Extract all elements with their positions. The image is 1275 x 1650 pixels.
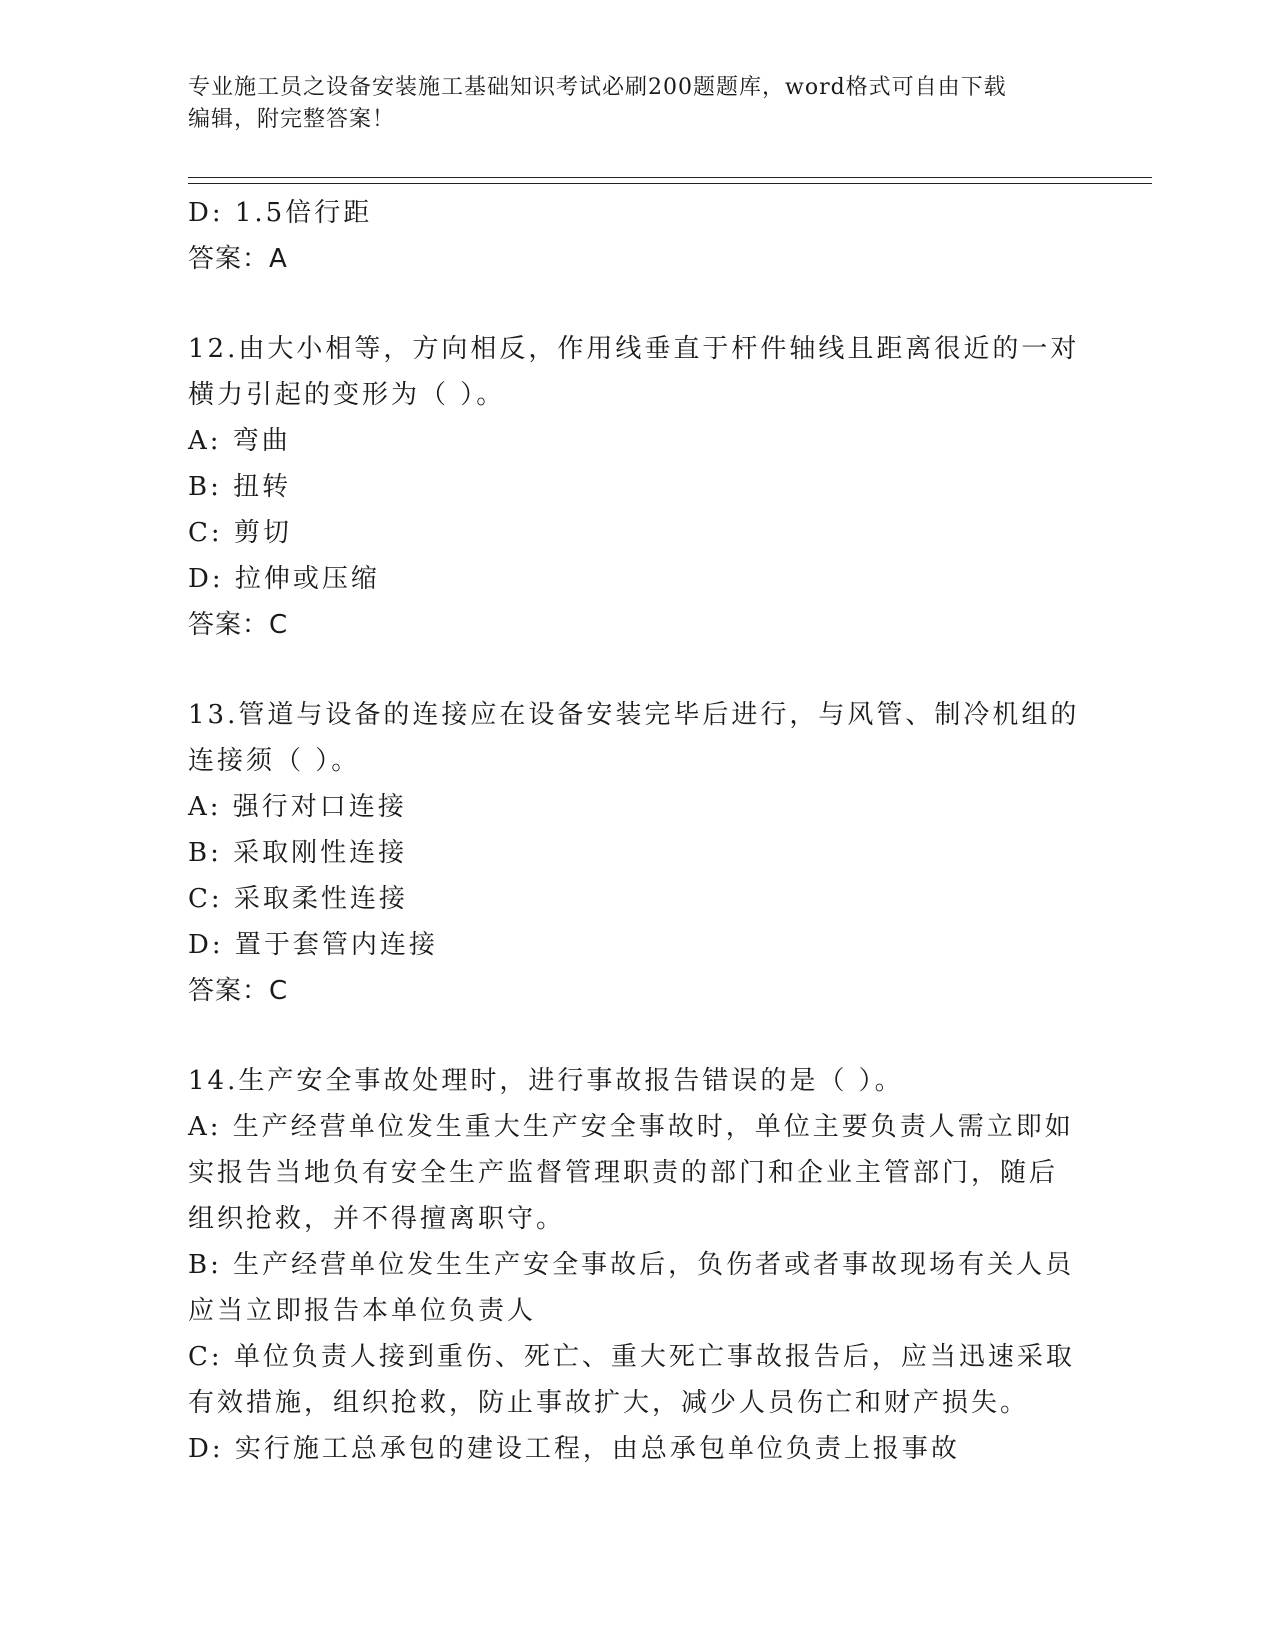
question-content [188,190,1088,1472]
q13-answer: 答案：C [188,976,289,1006]
q13-option-b: B: 采取刚性连接 [188,838,408,868]
q14-option-b-line-1: B: 生产经营单位发生生产安全事故后，负伤者或者事故现场有关人员 [188,1250,1075,1280]
q14-option-b-line-2: 应当立即报告本单位负责人 [188,1296,537,1326]
header-rule-top [188,177,1152,178]
q14-option-c-line-2: 有效措施，组织抢救，防止事故扩大，减少人员伤亡和财产损失。 [188,1388,1030,1418]
q12-option-b: B: 扭转 [188,472,292,502]
q12-option-d: D: 拉伸或压缩 [188,564,380,594]
q12-answer: 答案：C [188,610,289,640]
q14-option-a-line-2: 实报告当地负有安全生产监督管理职责的部门和企业主管部门，随后 [188,1158,1059,1188]
q13-option-c: C: 采取柔性连接 [188,884,408,914]
q14-option-c-line-1: C: 单位负责人接到重伤、死亡、重大死亡事故报告后，应当迅速采取 [188,1342,1075,1372]
q14-option-a-line-1: A: 生产经营单位发生重大生产安全事故时，单位主要负责人需立即如 [188,1112,1074,1142]
spacer [188,648,1088,692]
q12-stem-line-2: 横力引起的变形为（ ）。 [188,380,506,410]
q14-option-d: D: 实行施工总承包的建设工程，由总承包单位负责上报事故 [188,1434,960,1464]
header-line-2: 编辑，附完整答案！ [188,107,396,132]
q12-option-a: A: 弯曲 [188,426,291,456]
spacer [188,282,1088,326]
q12-option-c: C: 剪切 [188,518,292,548]
header-rule-bottom [188,183,1152,184]
prev-answer: 答案：A [188,244,288,274]
header-line-1: 专业施工员之设备安装施工基础知识考试必刷200题题库，word格式可自由下载 [188,75,1007,100]
q13-option-a: A: 强行对口连接 [188,792,407,822]
q13-stem-line-1: 13.管道与设备的连接应在设备安装完毕后进行，与风管、制冷机组的 [188,700,1080,730]
q13-stem-line-2: 连接须（ ）。 [188,746,361,776]
q13-option-d: D: 置于套管内连接 [188,930,438,960]
q14-option-a-line-3: 组织抢救，并不得擅离职守。 [188,1204,566,1234]
prev-option-d: D: 1.5倍行距 [188,198,373,228]
q12-stem-line-1: 12.由大小相等，方向相反，作用线垂直于杆件轴线且距离很近的一对 [188,334,1080,364]
document-header [188,72,1088,136]
q14-stem: 14.生产安全事故处理时，进行事故报告错误的是（ ）。 [188,1066,904,1096]
spacer [188,1014,1088,1058]
